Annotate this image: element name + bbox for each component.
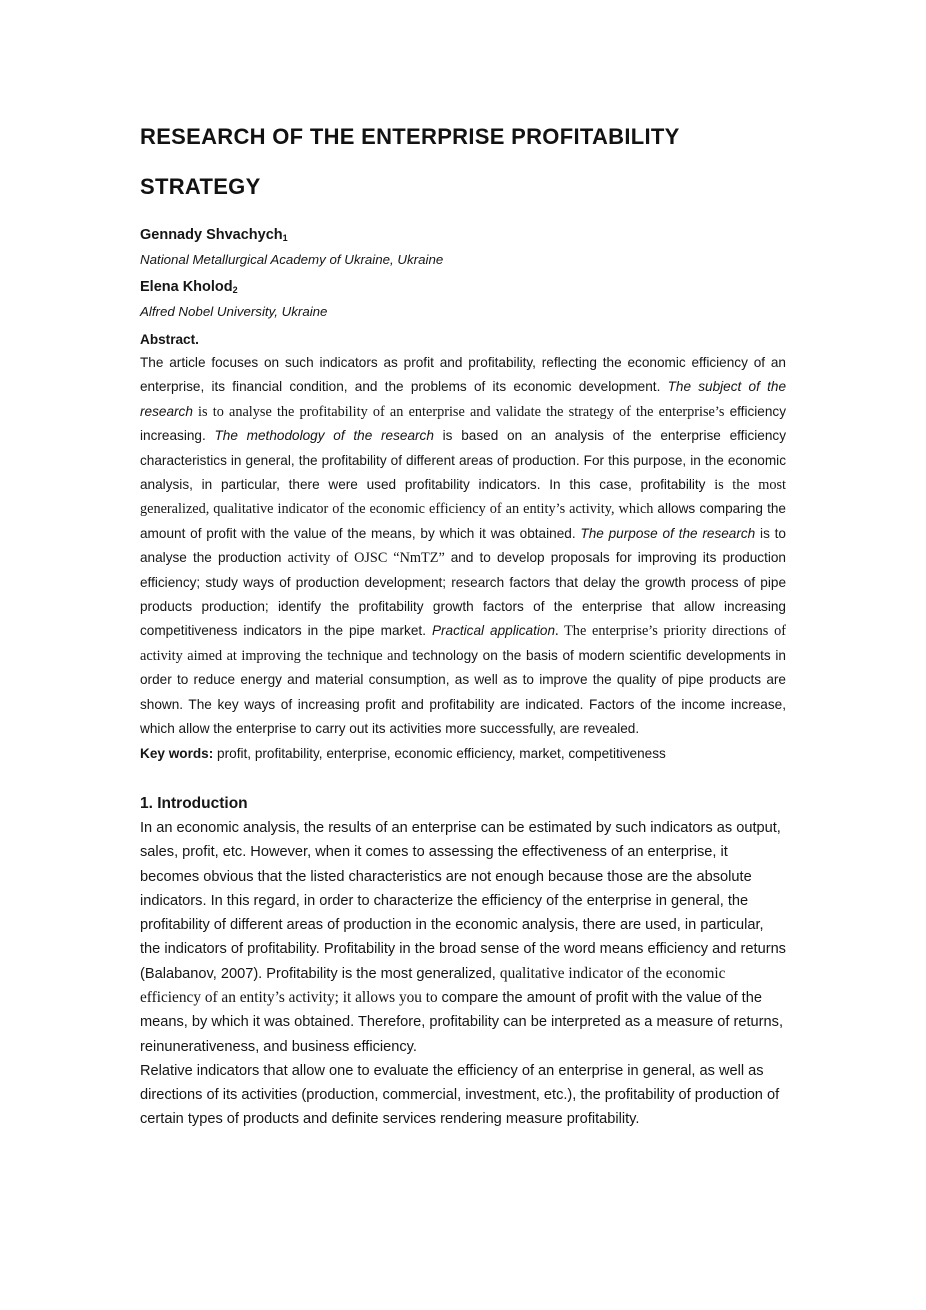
text-run: Practical application xyxy=(431,623,556,639)
text-run: and to develop proposals for improving its production efficiency; study ways of production development; research factors that delay the growth process of pipe products production; identify the profitability growth factors of the enterprise that allow increasing competitiveness indicators in the pipe market. xyxy=(140,550,786,639)
introduction-paragraph-1 xyxy=(140,816,786,1059)
text-run: The purpose of the research xyxy=(580,525,756,541)
keywords-line xyxy=(140,742,786,766)
author-name-1 xyxy=(140,224,786,247)
text-run: is based on an analysis of the enterprise efficiency characteristics in general, the profitability of different areas of production. For this purpose, in the economic analysis, in particular, there were used profitability indicators. In this case, profitability xyxy=(140,428,786,493)
introduction-paragraph-2 xyxy=(140,1059,786,1132)
author-1-superscript: 1 xyxy=(282,233,288,243)
section-heading-introduction: 1. Introduction xyxy=(140,794,248,812)
text-run: The article focuses on such indicators as profit and profitability, reflecting the economic efficiency of an enterprise, its financial condition, and the problems of its economic development. xyxy=(140,355,786,395)
abstract-label: Abstract. xyxy=(140,332,199,347)
text-run: The subject of the research xyxy=(140,379,787,419)
keywords-label: Key words: xyxy=(140,745,214,761)
text-run: In an economic analysis, the results of an enterprise can be estimated by such indicators as output, sales, profit, etc. However, when it comes to assessing the effectiveness of an enterprise, it becomes obvious that the listed characteristics are not enough because those are the absolute indicators. In this regard, in order to characterize the efficiency of the enterprise in general, the profitability of different areas of production in the economic analysis, there are used, in particular, the indicators of profitability. Profitability in the broad sense of the word means efficiency and returns (Balabanov, 2007). Profitability is the most generalized, xyxy=(140,819,786,982)
abstract-text xyxy=(140,351,786,742)
text-run: Relative indicators that allow one to evaluate the efficiency of an enterprise in general, as well as directions of its activities (production, commercial, investment, etc.), the profitability of production of certain types of products and definite services rendering measure profitability. xyxy=(140,1062,780,1128)
author-1-text: Gennady Shvachych xyxy=(140,227,283,243)
text-run: compare the amount of profit with the value of the means, by which it was obtained. Therefore, profitability can be interpreted as a measure of returns, reinunerativeness, and business efficiency. xyxy=(140,989,784,1055)
keywords-text: profit, profitability, enterprise, economic efficiency, market, competitiveness xyxy=(213,745,666,761)
author-affiliation-1: National Metallurgical Academy of Ukraine, Ukraine xyxy=(140,252,444,267)
text-run: qualitative indicator of the economic efficiency of an entity’s activity; it allows you to xyxy=(140,964,726,1006)
author-affiliation-2: Alfred Nobel University, Ukraine xyxy=(140,304,328,319)
text-run: allows comparing the amount of profit with the value of the means, by which it was obtained. xyxy=(140,501,786,541)
text-run: technology on the basis of modern scientific developments in order to reduce energy and material consumption, as well as to improve the quality of pipe products are shown. The key ways of increasing profit and profitability are indicated. Factors of the income increase, which allow the enterprise to carry out its activities more successfully, are revealed. xyxy=(140,647,786,737)
text-run: is the most generalized, qualitative indicator of the economic efficiency of an entity’s activity, which xyxy=(140,477,786,518)
text-run: The methodology of the research xyxy=(214,428,434,444)
author-2-superscript: 2 xyxy=(232,285,238,295)
text-run: efficiency increasing. xyxy=(140,403,786,444)
author-2-text: Elena Kholod xyxy=(140,279,233,295)
paper-title xyxy=(140,112,786,212)
text-run: is to analyse the profitability of an enterprise and validate the strategy of the enterprise’s xyxy=(192,403,730,420)
author-name-2 xyxy=(140,276,786,299)
text-run: is to analyse the production xyxy=(140,525,786,566)
paper-title-line-2: STRATEGY xyxy=(140,174,261,199)
text-run: . The enterprise’s priority directions of activity aimed at improving the technique and xyxy=(140,623,786,664)
text-run: activity of OJSC “NmTZ” xyxy=(287,550,451,567)
paper-title-line-1: RESEARCH OF THE ENTERPRISE PROFITABILITY xyxy=(140,124,680,149)
